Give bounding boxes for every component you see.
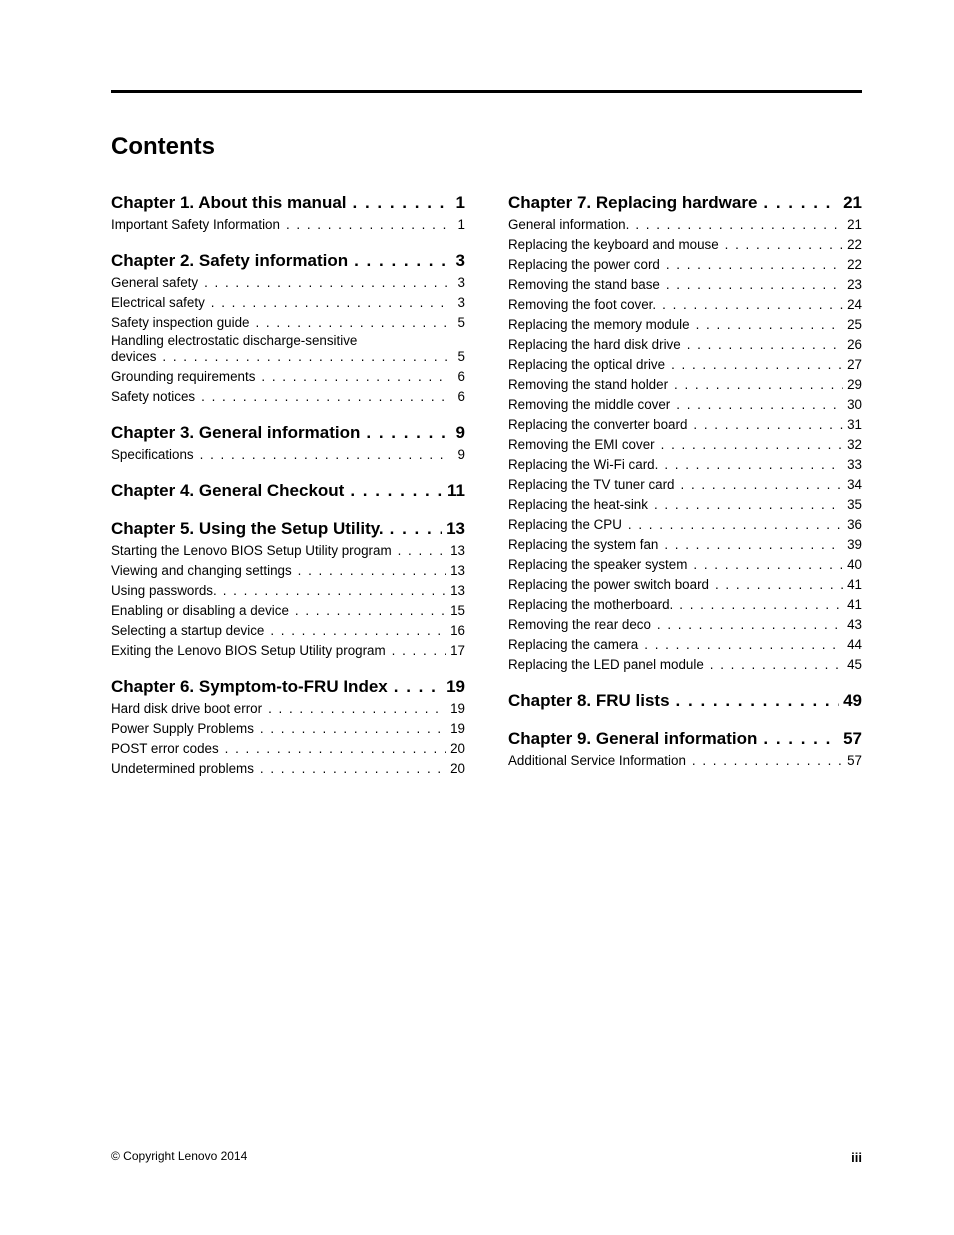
dot-leader	[348, 249, 447, 273]
entry-title: Replacing the camera	[508, 637, 639, 652]
toc-entry-link[interactable]	[111, 739, 465, 759]
entry-title: Hard disk drive boot error	[111, 701, 263, 716]
toc-left-column	[111, 191, 465, 793]
entry-title: Electrical safety	[111, 295, 205, 310]
entry-title: Replacing the memory module	[508, 317, 690, 332]
toc-chapter	[111, 675, 465, 779]
entry-title: Safety inspection guide	[111, 315, 250, 330]
entry-title: Replacing the hard disk drive	[508, 337, 681, 352]
dot-leader	[686, 751, 843, 771]
dot-leader	[347, 191, 447, 215]
entry-page-number: 5	[457, 349, 465, 364]
dot-leader	[254, 759, 446, 779]
entry-page-number: 25	[847, 317, 862, 332]
toc-entry-link[interactable]	[508, 375, 862, 395]
entry-page-number: 29	[847, 377, 862, 392]
toc-entry-link[interactable]	[111, 759, 465, 779]
entry-page-number: 3	[457, 295, 465, 310]
dot-leader	[156, 348, 447, 365]
dot-leader	[704, 655, 843, 675]
dot-leader	[658, 535, 843, 555]
entry-page-number: 39	[847, 537, 862, 552]
dot-leader	[344, 479, 443, 503]
dot-leader	[386, 641, 446, 661]
entry-title: Enabling or disabling a device	[111, 603, 289, 618]
toc-entry-link[interactable]	[111, 333, 465, 367]
toc-chapter	[111, 479, 465, 503]
dot-leader	[194, 445, 447, 465]
dot-leader	[255, 367, 447, 387]
dot-leader	[195, 387, 447, 407]
dot-leader	[198, 273, 447, 293]
toc-entry-link[interactable]	[508, 355, 862, 375]
entry-title: Replacing the heat-sink	[508, 497, 648, 512]
toc-entry-link[interactable]	[508, 255, 862, 275]
toc-chapter	[111, 421, 465, 465]
entry-page-number: 13	[450, 563, 465, 578]
dot-leader	[249, 313, 447, 333]
entry-title: Removing the rear deco	[508, 617, 651, 632]
entry-title: Additional Service Information	[508, 753, 686, 768]
entry-title: Removing the EMI cover	[508, 437, 655, 452]
entry-title: Using passwords.	[111, 583, 217, 598]
dot-leader	[638, 635, 843, 655]
toc-chapter	[508, 727, 862, 771]
toc-entry-link[interactable]	[111, 621, 465, 641]
dot-leader	[660, 275, 843, 295]
dot-leader	[264, 621, 446, 641]
entry-title: Removing the foot cover.	[508, 297, 657, 312]
entry-title: Power Supply Problems	[111, 721, 254, 736]
dot-leader	[651, 615, 843, 635]
dot-leader	[658, 455, 843, 475]
entry-title: Handling electrostatic discharge-sensitive	[111, 333, 358, 348]
dot-leader	[670, 689, 840, 713]
entry-title: Removing the stand holder	[508, 377, 669, 392]
entry-page-number: 26	[847, 337, 862, 352]
dot-leader	[254, 719, 446, 739]
entry-title: Replacing the power cord	[508, 257, 660, 272]
entry-title: Important Safety Information	[111, 217, 280, 232]
chapter-page-number: 21	[843, 193, 862, 212]
dot-leader	[660, 255, 843, 275]
toc-entry-link[interactable]	[508, 475, 862, 495]
chapter-page-number: 9	[455, 423, 465, 442]
entry-page-number: 22	[847, 237, 862, 252]
entry-page-number: 22	[847, 257, 862, 272]
toc-entry-link[interactable]	[508, 315, 862, 335]
chapter-heading-link[interactable]	[111, 517, 465, 541]
dot-leader	[719, 235, 843, 255]
toc-entry-link[interactable]	[508, 275, 862, 295]
dot-leader	[217, 581, 446, 601]
chapter-heading-link[interactable]	[508, 191, 862, 215]
entry-title: Replacing the system fan	[508, 537, 659, 552]
toc-entry-link[interactable]	[111, 313, 465, 333]
chapter-heading-link[interactable]	[111, 675, 465, 699]
dot-leader	[681, 335, 843, 355]
chapter-heading-link[interactable]	[111, 191, 465, 215]
dot-leader	[687, 415, 843, 435]
top-rule	[111, 90, 862, 93]
toc-entry-link[interactable]	[508, 751, 862, 771]
chapter-title: Chapter 7. Replacing hardware	[508, 193, 758, 212]
entry-title: General information.	[508, 217, 630, 232]
toc-entry-link[interactable]	[508, 615, 862, 635]
entry-page-number: 16	[450, 623, 465, 638]
entry-page-number: 13	[450, 583, 465, 598]
entry-page-number: 1	[457, 217, 465, 232]
chapter-title: Chapter 1. About this manual	[111, 193, 347, 212]
entry-page-number: 15	[450, 603, 465, 618]
entry-page-number: 5	[457, 315, 465, 330]
entry-title: Replacing the LED panel module	[508, 657, 704, 672]
entry-title: Grounding requirements	[111, 369, 256, 384]
entry-title: Safety notices	[111, 389, 196, 404]
toc-entry-link[interactable]	[508, 395, 862, 415]
toc-entry-link[interactable]	[508, 295, 862, 315]
toc-entry-link[interactable]	[508, 515, 862, 535]
chapter-title: Chapter 5. Using the Setup Utility.	[111, 519, 384, 538]
dot-leader	[384, 517, 442, 541]
chapter-heading-link[interactable]	[508, 727, 862, 751]
toc-entry-link[interactable]	[111, 541, 465, 561]
toc-chapter	[111, 517, 465, 661]
entry-page-number: 33	[847, 457, 862, 472]
dot-leader	[629, 215, 843, 235]
entry-title: Specifications	[111, 447, 194, 462]
chapter-page-number: 49	[843, 691, 862, 710]
entry-page-number: 41	[847, 577, 862, 592]
dot-leader	[262, 699, 446, 719]
toc-chapter	[508, 191, 862, 675]
entry-title: Replacing the CPU	[508, 517, 622, 532]
page-title: Contents	[111, 133, 215, 160]
entry-title: Selecting a startup device	[111, 623, 265, 638]
dot-leader	[675, 475, 844, 495]
toc-entry-link[interactable]	[508, 495, 862, 515]
entry-page-number: 20	[450, 741, 465, 756]
entry-page-number: 6	[457, 369, 465, 384]
toc-entry-link[interactable]	[508, 415, 862, 435]
entry-page-number: 13	[450, 543, 465, 558]
entry-page-number: 31	[847, 417, 862, 432]
dot-leader	[292, 561, 446, 581]
entry-page-number: 44	[847, 637, 862, 652]
chapter-heading-link[interactable]	[508, 689, 862, 713]
footer-copyright: © Copyright Lenovo 2014	[111, 1149, 248, 1163]
chapter-title: Chapter 3. General information	[111, 423, 361, 442]
entry-page-number: 19	[450, 721, 465, 736]
dot-leader	[709, 575, 843, 595]
dot-leader	[622, 515, 843, 535]
entry-page-number: 20	[450, 761, 465, 776]
dot-leader	[668, 375, 843, 395]
entry-title: Viewing and changing settings	[111, 563, 292, 578]
entry-page-number: 6	[457, 389, 465, 404]
chapter-title: Chapter 9. General information	[508, 729, 758, 748]
chapter-title: Chapter 6. Symptom-to-FRU Index	[111, 677, 388, 696]
dot-leader	[219, 739, 446, 759]
entry-page-number: 45	[847, 657, 862, 672]
entry-page-number: 21	[847, 217, 862, 232]
toc-entry-link[interactable]	[508, 335, 862, 355]
dot-leader	[648, 495, 843, 515]
toc-entry-link[interactable]	[508, 575, 862, 595]
chapter-heading-link[interactable]	[111, 479, 465, 503]
entry-title: POST error codes	[111, 741, 219, 756]
entry-page-number: 27	[847, 357, 862, 372]
entry-title: Replacing the TV tuner card	[508, 477, 675, 492]
toc-entry-link[interactable]	[508, 655, 862, 675]
chapter-title: Chapter 8. FRU lists	[508, 691, 670, 710]
entry-page-number: 3	[457, 275, 465, 290]
entry-page-number: 17	[450, 643, 465, 658]
dot-leader	[392, 541, 446, 561]
toc-entry-link[interactable]	[508, 555, 862, 575]
chapter-page-number: 3	[455, 251, 465, 270]
toc-entry-link[interactable]	[508, 535, 862, 555]
dot-leader	[665, 355, 843, 375]
entry-page-number: 9	[457, 447, 465, 462]
toc-chapter	[111, 249, 465, 407]
dot-leader	[205, 293, 447, 313]
dot-leader	[757, 191, 839, 215]
entry-page-number: 32	[847, 437, 862, 452]
toc-entry-link[interactable]	[111, 367, 465, 387]
entry-page-number: 40	[847, 557, 862, 572]
entry-page-number: 41	[847, 597, 862, 612]
chapter-page-number: 11	[447, 481, 465, 500]
toc-entry-link[interactable]	[111, 581, 465, 601]
chapter-page-number: 19	[446, 677, 465, 696]
dot-leader	[280, 215, 447, 235]
entry-page-number: 43	[847, 617, 862, 632]
entry-page-number: 57	[847, 753, 862, 768]
footer-page-number: iii	[851, 1150, 862, 1165]
entry-page-number: 23	[847, 277, 862, 292]
chapter-page-number: 57	[843, 729, 862, 748]
chapter-title: Chapter 2. Safety information	[111, 251, 349, 270]
entry-title: Starting the Lenovo BIOS Setup Utility program	[111, 543, 392, 558]
entry-title: Replacing the speaker system	[508, 557, 688, 572]
entry-title: Replacing the power switch board	[508, 577, 709, 592]
toc-entry-link[interactable]	[508, 435, 862, 455]
toc-entry-link[interactable]	[111, 273, 465, 293]
dot-leader	[757, 727, 839, 751]
dot-leader	[690, 315, 843, 335]
entry-title: General safety	[111, 275, 199, 290]
chapter-page-number: 13	[446, 519, 465, 538]
dot-leader	[388, 675, 442, 699]
toc-entry-link[interactable]	[508, 635, 862, 655]
chapter-page-number: 1	[455, 193, 465, 212]
dot-leader	[656, 295, 843, 315]
entry-title: Replacing the keyboard and mouse	[508, 237, 719, 252]
entry-title: Replacing the Wi-Fi card.	[508, 457, 659, 472]
toc-entry-link[interactable]	[111, 719, 465, 739]
entry-title: Replacing the motherboard.	[508, 597, 674, 612]
toc-chapter	[111, 191, 465, 235]
entry-title: Undetermined problems	[111, 761, 254, 776]
toc-entry-link[interactable]	[508, 215, 862, 235]
toc-entry-link[interactable]	[111, 699, 465, 719]
toc-entry-link[interactable]	[508, 235, 862, 255]
toc-entry-link[interactable]	[111, 387, 465, 407]
dot-leader	[360, 421, 447, 445]
entry-page-number: 34	[847, 477, 862, 492]
dot-leader	[655, 435, 843, 455]
entry-title-continued: devices	[111, 349, 157, 364]
entry-title: Replacing the converter board	[508, 417, 688, 432]
entry-title: Removing the middle cover	[508, 397, 671, 412]
entry-title: Replacing the optical drive	[508, 357, 666, 372]
entry-line-2	[111, 348, 465, 365]
dot-leader	[289, 601, 446, 621]
toc-entry-link[interactable]	[111, 561, 465, 581]
chapter-heading-link[interactable]	[111, 421, 465, 445]
toc-right-column	[508, 191, 862, 785]
dot-leader	[673, 595, 843, 615]
toc-entry-link[interactable]	[508, 455, 862, 475]
toc-entry-link[interactable]	[111, 293, 465, 313]
entry-page-number: 36	[847, 517, 862, 532]
dot-leader	[670, 395, 843, 415]
toc-chapter	[508, 689, 862, 713]
toc-entry-link[interactable]	[111, 445, 465, 465]
toc-entry-link[interactable]	[111, 215, 465, 235]
toc-entry-link[interactable]	[111, 601, 465, 621]
entry-page-number: 19	[450, 701, 465, 716]
entry-page-number: 24	[847, 297, 862, 312]
chapter-heading-link[interactable]	[111, 249, 465, 273]
entry-page-number: 30	[847, 397, 862, 412]
toc-entry-link[interactable]	[111, 641, 465, 661]
dot-leader	[687, 555, 843, 575]
entry-title: Exiting the Lenovo BIOS Setup Utility program	[111, 643, 386, 658]
entry-page-number: 35	[847, 497, 862, 512]
chapter-title: Chapter 4. General Checkout	[111, 481, 345, 500]
toc-entry-link[interactable]	[508, 595, 862, 615]
entry-title: Removing the stand base	[508, 277, 660, 292]
